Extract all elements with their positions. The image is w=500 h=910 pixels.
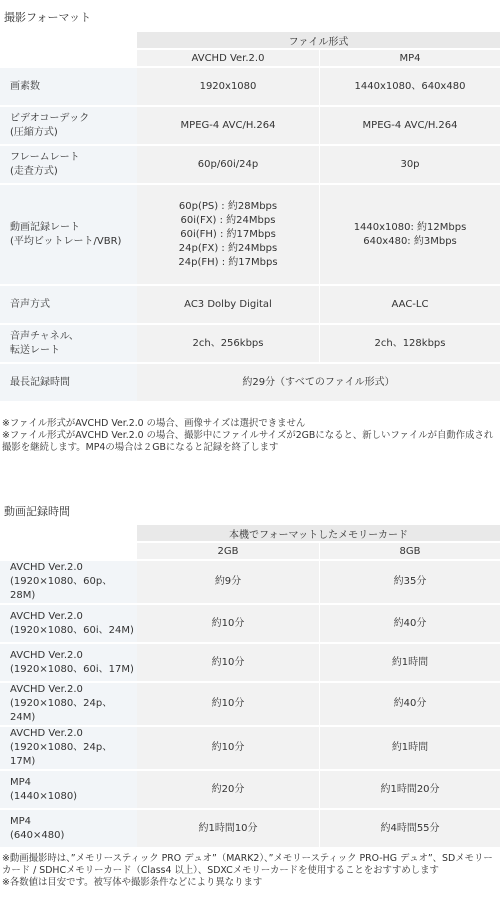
cell-line: AC3 Dolby Digital	[184, 298, 272, 310]
value-cell	[137, 683, 319, 725]
value-cell	[137, 68, 319, 105]
cell-line: MP4	[10, 815, 32, 827]
section-title-recording-format: 撮影フォーマット	[4, 11, 92, 24]
value-cell	[319, 727, 500, 769]
section-title-recording-time: 動画記録時間	[4, 505, 70, 518]
cell-line: 音声チャネル、	[10, 330, 79, 342]
cell-line: (1920×1080、60i、17M)	[10, 663, 134, 675]
value-cell	[319, 68, 500, 105]
table-row	[0, 325, 500, 362]
value-cell	[137, 771, 319, 808]
table-header-row	[0, 525, 500, 541]
column-header-8gb: 8GB	[319, 543, 500, 559]
row-label	[0, 364, 137, 401]
cell-line: 約40分	[393, 698, 427, 709]
cell-line: 約20分	[211, 783, 245, 795]
value-cell	[319, 325, 500, 362]
cell-line: 約1時間10分	[198, 822, 258, 834]
row-label	[0, 107, 137, 144]
cell-line: 1920x1080	[199, 80, 257, 92]
cell-line: (1920×1080、24p、17M)	[10, 742, 113, 767]
cell-line: 約9分	[214, 576, 242, 587]
cell-line: (圧縮方式)	[10, 126, 58, 138]
table-row	[0, 107, 500, 144]
cell-line: (1440×1080)	[10, 790, 78, 802]
note-line: ※各数値は目安です。被写体や撮影条件などにより異なります	[2, 877, 263, 888]
cell-line: 約29分（すべてのファイル形式）	[242, 376, 395, 388]
row-label	[0, 605, 137, 642]
cell-line: AVCHD Ver.2.0	[10, 610, 83, 622]
row-label	[0, 644, 137, 681]
cell-line: 約1時間	[391, 742, 429, 753]
row-label	[0, 68, 137, 105]
cell-line: AVCHD Ver.2.0	[10, 562, 83, 573]
cell-line: ビデオコーデック	[10, 112, 90, 124]
cell-line: 30p	[400, 158, 420, 170]
row-label	[0, 810, 137, 847]
cell-line: 約10分	[211, 617, 245, 629]
cell-line: 約35分	[393, 576, 427, 587]
value-cell	[137, 605, 319, 642]
cell-line: 640x480: 約3Mbps	[363, 235, 457, 247]
value-cell	[137, 107, 319, 144]
cell-line: (走査方式)	[10, 165, 58, 177]
column-header-2gb: 2GB	[137, 543, 319, 559]
value-cell	[319, 561, 500, 603]
value-cell	[137, 286, 319, 323]
recording-format-table	[0, 30, 500, 403]
cell-line: 60p(PS) : 約28Mbps	[178, 200, 278, 212]
value-cell	[319, 644, 500, 681]
value-cell	[319, 605, 500, 642]
cell-line: 音声方式	[10, 298, 50, 310]
value-cell	[319, 146, 500, 183]
cell-line: AVCHD Ver.2.0	[10, 649, 83, 661]
file-format-header: ファイル形式	[137, 32, 500, 48]
cell-line: 約10分	[211, 742, 245, 753]
cell-line: 60p/60i/24p	[197, 158, 259, 170]
table-row	[0, 771, 500, 808]
cell-line: 転送レート	[10, 344, 60, 356]
value-cell	[137, 644, 319, 681]
table-row	[0, 561, 500, 603]
cell-line: 24p(FH) : 約17Mbps	[178, 256, 278, 268]
cell-line: 2ch、128kbps	[374, 337, 446, 349]
cell-line: 約4時間55分	[380, 822, 440, 834]
cell-line: 2ch、256kbps	[192, 337, 264, 349]
note-line: ※動画撮影時は、”メモリースティック PRO デュオ”（MARK2）、”メモリースティック PRO-HG デュオ”、SDメモリーカード / SDHCメモリーカード（Class4 以上）、SDXCメモリーカードを使用することをおすすめします	[2, 853, 493, 876]
note-line: ※ファイル形式がAVCHD Ver.2.0 の場合、撮影中にファイルサイズが2GBになると、新しいファイルが自動作成され撮影を継続します。MP4の場合は２GBになると記録を終了します	[2, 430, 494, 453]
value-cell	[319, 810, 500, 847]
table-row	[0, 185, 500, 284]
cell-line: MP4	[10, 776, 32, 788]
cell-line: 約40分	[393, 617, 427, 629]
value-cell	[319, 107, 500, 144]
table-header-row	[0, 50, 500, 66]
row-label	[0, 727, 137, 769]
value-cell	[137, 727, 319, 769]
value-cell	[319, 286, 500, 323]
row-label	[0, 146, 137, 183]
table-header-row	[0, 32, 500, 48]
cell-line: 24p(FX) : 約24Mbps	[178, 242, 278, 254]
cell-line: 約1時間	[391, 656, 429, 668]
value-cell	[319, 185, 500, 284]
value-cell	[137, 185, 319, 284]
value-cell	[319, 683, 500, 725]
cell-line: AVCHD Ver.2.0	[10, 728, 83, 739]
row-label	[0, 286, 137, 323]
cell-line: (平均ビットレート/VBR)	[10, 235, 122, 247]
time-notes	[2, 853, 498, 889]
note-line: ※ファイル形式がAVCHD Ver.2.0 の場合、画像サイズは選択できません	[2, 418, 306, 429]
cell-line: 動画記録レート	[10, 221, 80, 233]
value-cell	[137, 810, 319, 847]
table-row	[0, 605, 500, 642]
row-label	[0, 771, 137, 808]
cell-line: 1440x1080: 約12Mbps	[353, 221, 467, 233]
cell-line: MPEG-4 AVC/H.264	[362, 119, 458, 131]
value-cell	[137, 561, 319, 603]
row-label	[0, 561, 137, 603]
cell-line: 画素数	[10, 80, 40, 92]
cell-line: (640×480)	[10, 829, 65, 841]
cell-line: 最長記録時間	[10, 376, 70, 388]
table-row	[0, 810, 500, 847]
cell-line: 1440x1080、640x480	[354, 80, 466, 92]
table-row	[0, 68, 500, 105]
recording-time-table	[0, 523, 500, 849]
cell-line: 約10分	[211, 698, 245, 709]
table-row	[0, 644, 500, 681]
column-header-avchd: AVCHD Ver.2.0	[137, 50, 319, 66]
cell-line: フレームレート	[10, 151, 80, 163]
value-cell	[137, 325, 319, 362]
value-cell	[137, 364, 500, 401]
table-row	[0, 286, 500, 323]
cell-line: AAC-LC	[391, 298, 429, 310]
cell-line: 60i(FX) : 約24Mbps	[180, 214, 276, 226]
table-row	[0, 364, 500, 401]
cell-line: 約10分	[211, 656, 245, 668]
row-label	[0, 683, 137, 725]
cell-line: (1920×1080、60i、24M)	[10, 624, 134, 636]
cell-line: (1920×1080、60p、28M)	[10, 576, 113, 601]
cell-line: AVCHD Ver.2.0	[10, 684, 83, 695]
cell-line: 60i(FH) : 約17Mbps	[180, 228, 276, 240]
cell-line: MPEG-4 AVC/H.264	[180, 119, 276, 131]
cell-line: (1920×1080、24p、24M)	[10, 698, 113, 723]
value-cell	[137, 146, 319, 183]
memory-card-header: 本機でフォーマットしたメモリーカード	[137, 525, 500, 541]
format-notes	[2, 418, 498, 454]
value-cell	[319, 771, 500, 808]
table-row	[0, 727, 500, 769]
table-header-row	[0, 543, 500, 559]
table-row	[0, 683, 500, 725]
cell-line: 約1時間20分	[380, 783, 440, 795]
row-label	[0, 185, 137, 284]
row-label	[0, 325, 137, 362]
column-header-mp4: MP4	[319, 50, 500, 66]
table-row	[0, 146, 500, 183]
